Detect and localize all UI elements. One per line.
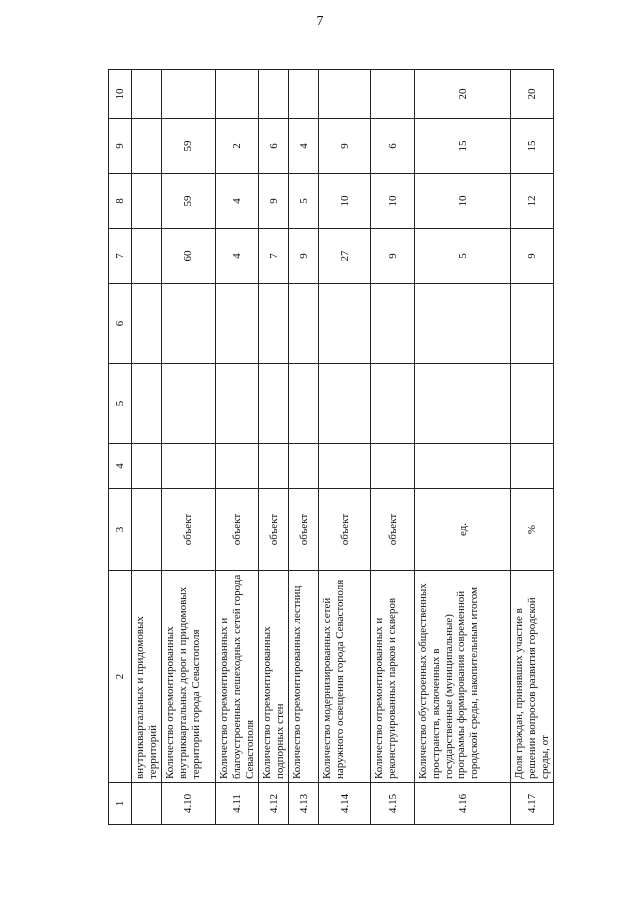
indicator-name: Количество обустроенных общественных пространств, включенных в государственные (муниципальные) программы формирования современной городской среды, накопительным итогом xyxy=(415,571,511,783)
value-cell: 59 xyxy=(162,119,216,174)
indicator-name: Доля граждан, принявших участие в решении вопросов развития городской среды, от xyxy=(511,571,554,783)
unit-cell: объект xyxy=(162,489,216,571)
value-cell xyxy=(289,70,319,119)
value-cell: 5 xyxy=(415,229,511,284)
value-cell xyxy=(371,364,415,444)
value-cell: 9 xyxy=(259,174,289,229)
value-cell xyxy=(132,119,162,174)
indicator-name: внутриквартальных и придомовых территорий xyxy=(132,571,162,783)
value-cell: 10 xyxy=(415,174,511,229)
unit-cell: % xyxy=(511,489,554,571)
value-cell xyxy=(289,364,319,444)
column-header: 3 xyxy=(109,489,132,571)
indicator-name: Количество модернизированных сетей наружного освещения города Севастополя xyxy=(319,571,371,783)
row-number: 4.17 xyxy=(511,783,554,825)
value-cell xyxy=(216,364,259,444)
table-row xyxy=(319,70,371,825)
value-cell: 15 xyxy=(415,119,511,174)
value-cell xyxy=(216,284,259,364)
value-cell xyxy=(415,364,511,444)
value-cell: 7 xyxy=(259,229,289,284)
value-cell xyxy=(162,70,216,119)
row-number: 4.15 xyxy=(371,783,415,825)
value-cell: 6 xyxy=(259,119,289,174)
value-cell: 6 xyxy=(371,119,415,174)
table-row xyxy=(216,70,259,825)
row-number: 4.14 xyxy=(319,783,371,825)
row-number: 4.12 xyxy=(259,783,289,825)
value-cell xyxy=(216,70,259,119)
value-cell xyxy=(259,444,289,489)
value-cell: 5 xyxy=(289,174,319,229)
value-cell: 10 xyxy=(319,174,371,229)
value-cell xyxy=(259,364,289,444)
value-cell xyxy=(259,70,289,119)
value-cell: 9 xyxy=(289,229,319,284)
table-row xyxy=(259,70,289,825)
unit-cell: объект xyxy=(371,489,415,571)
value-cell: 20 xyxy=(415,70,511,119)
value-cell xyxy=(371,70,415,119)
value-cell xyxy=(132,364,162,444)
unit-cell: объект xyxy=(319,489,371,571)
unit-cell: объект xyxy=(289,489,319,571)
indicators-table xyxy=(108,69,554,825)
value-cell: 59 xyxy=(162,174,216,229)
page-number: 7 xyxy=(316,14,324,29)
value-cell xyxy=(511,364,554,444)
value-cell xyxy=(415,444,511,489)
value-cell xyxy=(371,284,415,364)
value-cell: 4 xyxy=(216,229,259,284)
column-header: 2 xyxy=(109,571,132,783)
value-cell xyxy=(511,444,554,489)
value-cell xyxy=(132,284,162,364)
column-header: 10 xyxy=(109,70,132,119)
value-cell xyxy=(216,444,259,489)
value-cell xyxy=(162,284,216,364)
table-row xyxy=(371,70,415,825)
value-cell xyxy=(319,444,371,489)
row-number: 4.16 xyxy=(415,783,511,825)
value-cell xyxy=(289,284,319,364)
value-cell xyxy=(319,284,371,364)
value-cell: 9 xyxy=(371,229,415,284)
value-cell: 60 xyxy=(162,229,216,284)
value-cell: 20 xyxy=(511,70,554,119)
indicator-name: Количество отремонтированных лестниц xyxy=(289,571,319,783)
value-cell xyxy=(132,70,162,119)
value-cell: 4 xyxy=(289,119,319,174)
column-header: 1 xyxy=(109,783,132,825)
column-header: 4 xyxy=(109,444,132,489)
value-cell xyxy=(132,174,162,229)
indicator-name: Количество отремонтированных и реконструированных парков и скверов xyxy=(371,571,415,783)
table-row xyxy=(132,70,162,825)
value-cell xyxy=(132,229,162,284)
unit-cell xyxy=(132,489,162,571)
table-row xyxy=(415,70,511,825)
unit-cell: объект xyxy=(259,489,289,571)
value-cell: 27 xyxy=(319,229,371,284)
column-header: 6 xyxy=(109,284,132,364)
table-row xyxy=(511,70,554,825)
unit-cell: ед. xyxy=(415,489,511,571)
header-row xyxy=(109,70,132,825)
value-cell xyxy=(132,444,162,489)
table-row xyxy=(162,70,216,825)
table-row xyxy=(289,70,319,825)
column-header: 7 xyxy=(109,229,132,284)
indicator-name: Количество отремонтированных подпорных стен xyxy=(259,571,289,783)
value-cell xyxy=(415,284,511,364)
unit-cell: объект xyxy=(216,489,259,571)
value-cell: 10 xyxy=(371,174,415,229)
value-cell xyxy=(371,444,415,489)
column-header: 9 xyxy=(109,119,132,174)
value-cell xyxy=(162,444,216,489)
value-cell: 2 xyxy=(216,119,259,174)
column-header: 8 xyxy=(109,174,132,229)
value-cell: 12 xyxy=(511,174,554,229)
row-number: 4.13 xyxy=(289,783,319,825)
indicator-name: Количество отремонтированных и благоустроенных пешеходных сетей города Севастополя xyxy=(216,571,259,783)
value-cell: 9 xyxy=(319,119,371,174)
value-cell: 9 xyxy=(511,229,554,284)
row-number xyxy=(132,783,162,825)
value-cell xyxy=(259,284,289,364)
value-cell: 15 xyxy=(511,119,554,174)
rotated-table-wrapper xyxy=(108,70,551,825)
row-number: 4.10 xyxy=(162,783,216,825)
value-cell xyxy=(511,284,554,364)
value-cell xyxy=(289,444,319,489)
column-header: 5 xyxy=(109,364,132,444)
value-cell: 4 xyxy=(216,174,259,229)
indicator-name: Количество отремонтированных внутриквартальных дорог и придомовых территорий города Севастополя xyxy=(162,571,216,783)
value-cell xyxy=(162,364,216,444)
value-cell xyxy=(319,364,371,444)
value-cell xyxy=(319,70,371,119)
row-number: 4.11 xyxy=(216,783,259,825)
